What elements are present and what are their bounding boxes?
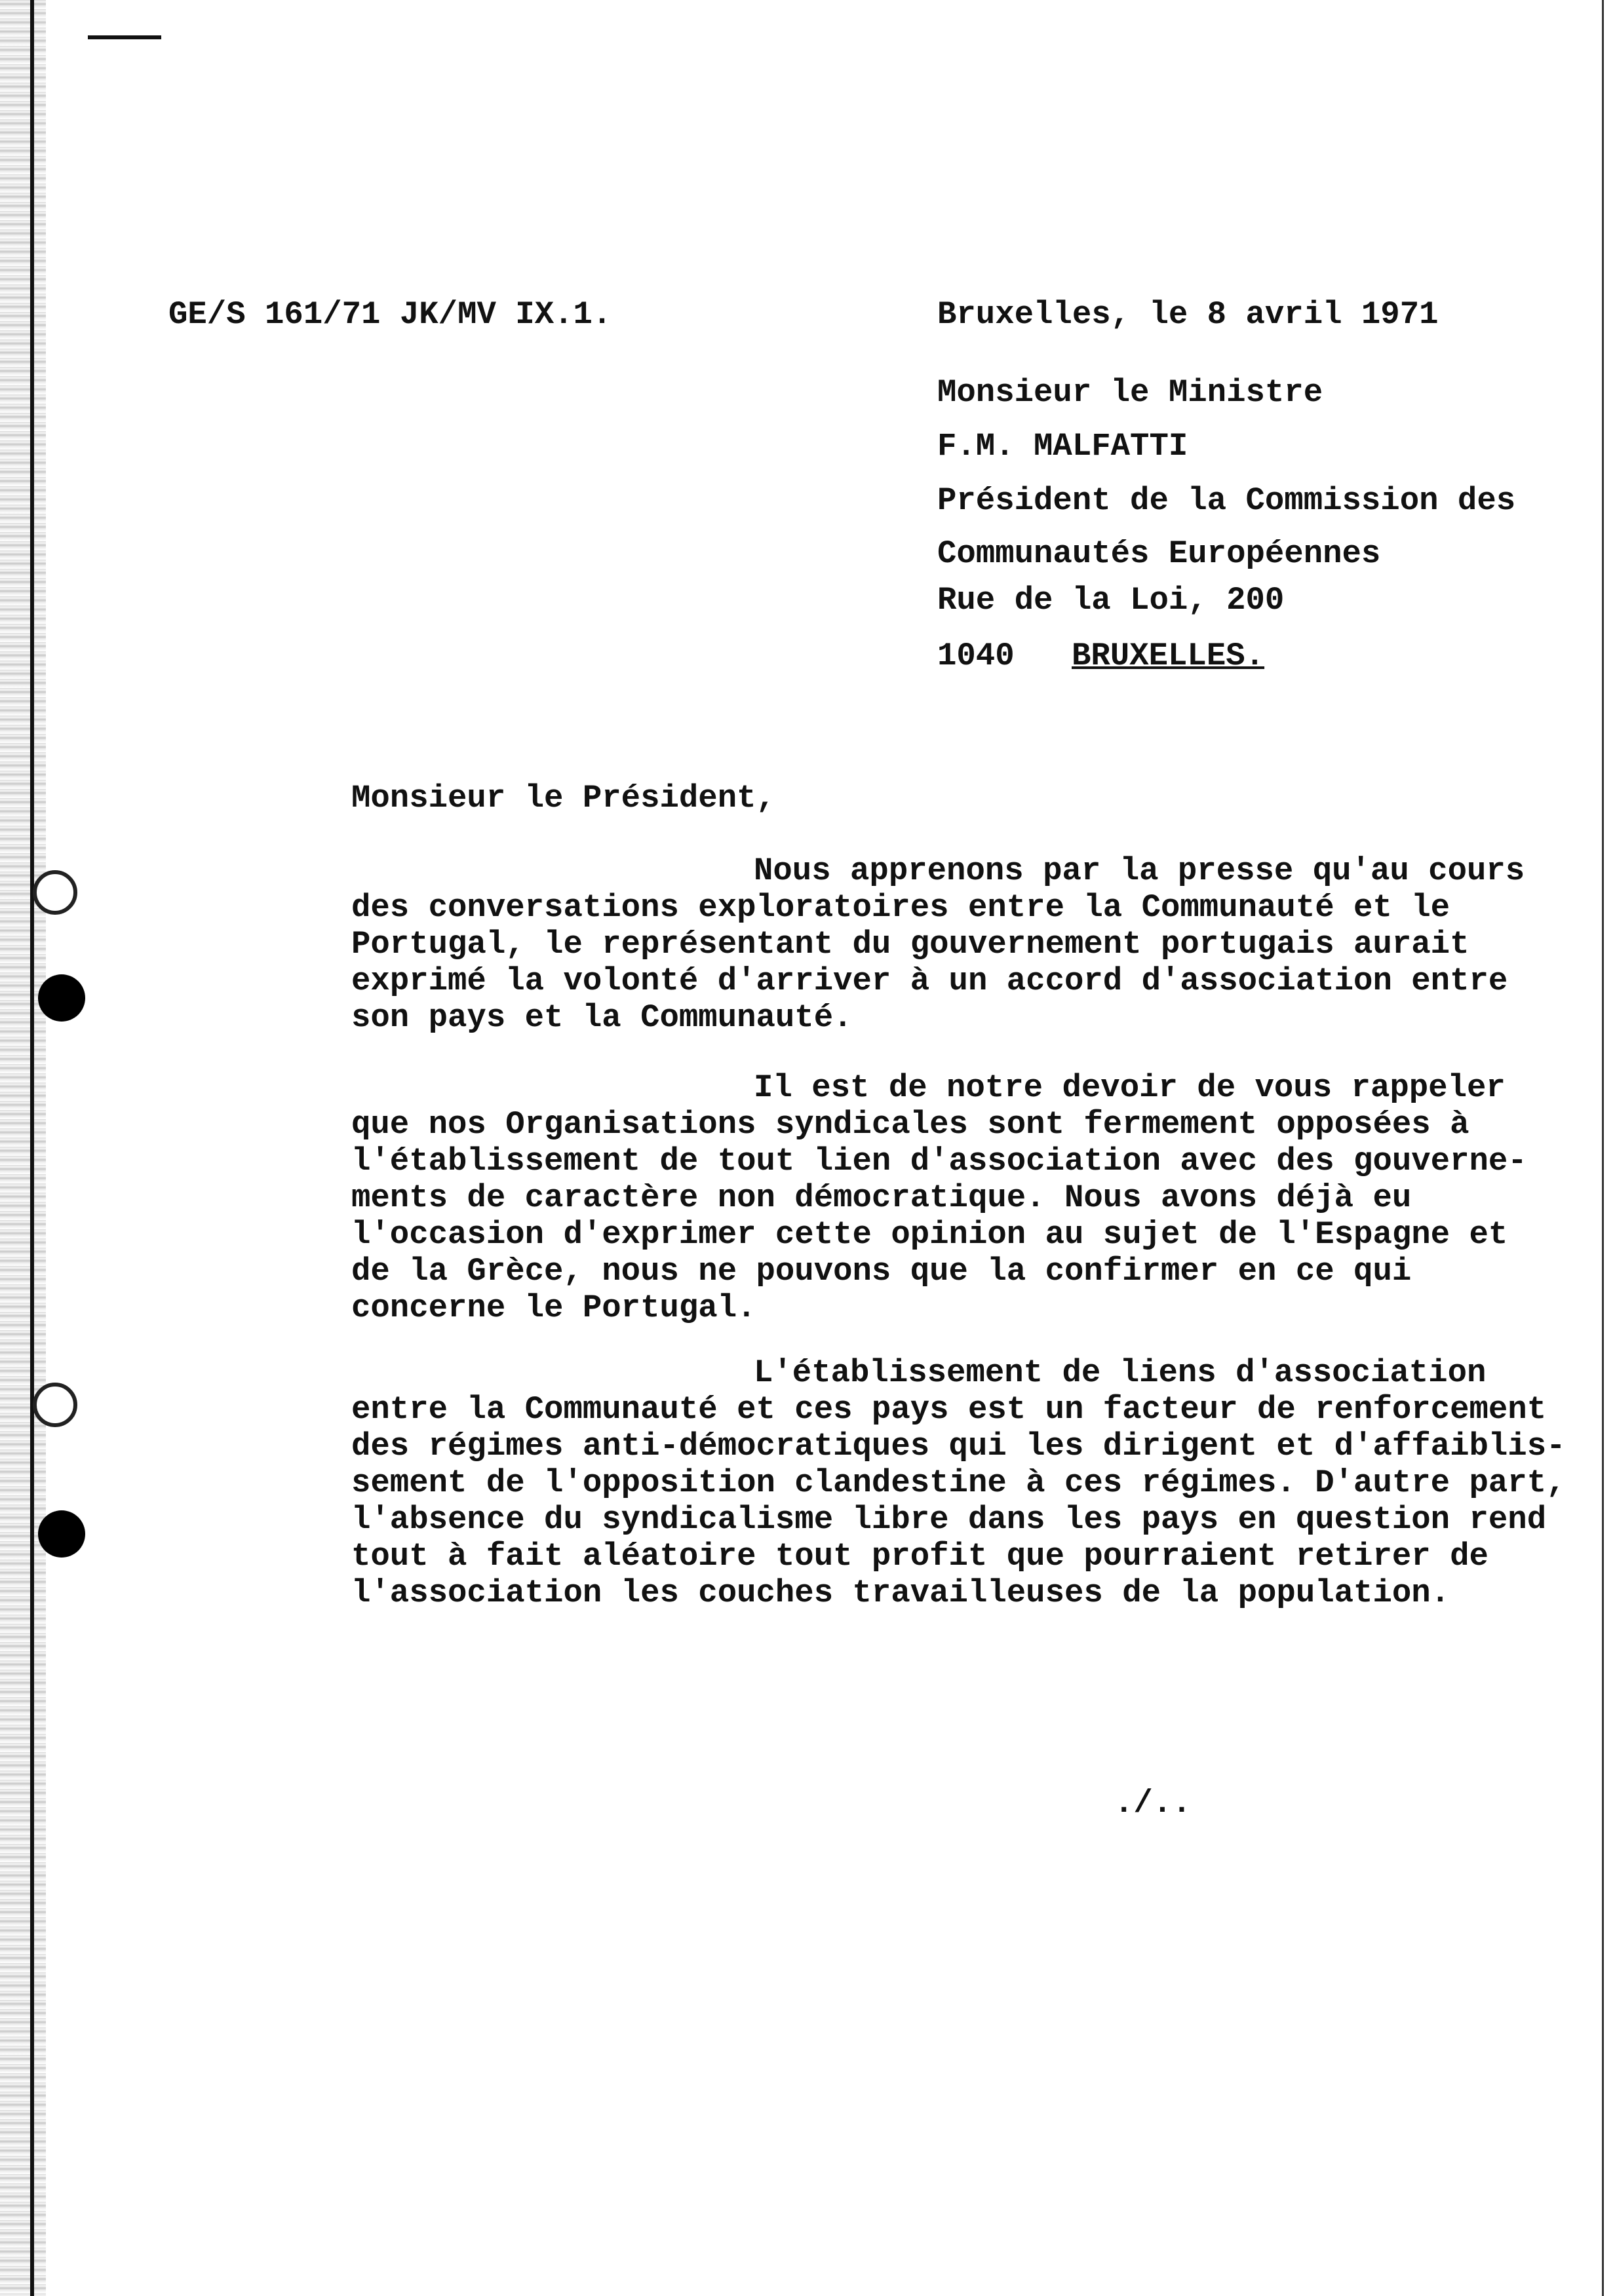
continuation-mark: ./..: [1114, 1785, 1192, 1822]
text-line: des régimes anti-démocratiques qui les dirigent et d'affaiblis-: [351, 1428, 1566, 1464]
text-line: l'absence du syndicalisme libre dans les pays en question rend: [351, 1501, 1547, 1538]
recipient-street: Rue de la Loi, 200: [937, 582, 1285, 619]
recipient-city: BRUXELLES.: [1072, 638, 1265, 674]
text-line: entre la Communauté et ces pays est un facteur de renforcement: [351, 1391, 1547, 1428]
text-line: l'occasion d'exprimer cette opinion au sujet de l'Espagne et: [351, 1216, 1508, 1253]
letter-date: Bruxelles, le 8 avril 1971: [937, 296, 1439, 333]
text-line: Nous apprenons par la presse qu'au cours: [754, 852, 1525, 889]
punch-hole-icon: [38, 974, 85, 1022]
text-line: des conversations exploratoires entre la Communauté et le: [351, 889, 1450, 926]
top-mark: [88, 35, 161, 39]
page-right-edge: [1602, 0, 1604, 2296]
punch-hole-icon: [33, 1383, 77, 1427]
text-line: exprimé la volonté d'arriver à un accord d'association entre: [351, 963, 1508, 999]
punch-hole-icon: [33, 870, 77, 915]
recipient-position: Président de la Commission des: [937, 482, 1516, 519]
text-line: concerne le Portugal.: [351, 1290, 756, 1326]
scan-edge-shadow: [0, 0, 46, 2296]
text-line: son pays et la Communauté.: [351, 999, 853, 1036]
recipient-postcode: 1040: [937, 638, 1015, 674]
reference-number: GE/S 161/71 JK/MV IX.1.: [168, 296, 612, 333]
text-line: l'établissement de tout lien d'association avec des gouverne-: [351, 1143, 1527, 1179]
recipient-organisation: Communautés Européennes: [937, 535, 1381, 572]
text-line: tout à fait aléatoire tout profit que pourraient retirer de: [351, 1538, 1489, 1575]
text-line: que nos Organisations syndicales sont fermement opposées à: [351, 1106, 1469, 1143]
text-line: l'association les couches travailleuses de la population.: [351, 1575, 1450, 1611]
text-line: de la Grèce, nous ne pouvons que la confirmer en ce qui: [351, 1253, 1412, 1290]
text-line: L'établissement de liens d'association: [754, 1354, 1487, 1391]
salutation: Monsieur le Président,: [351, 780, 775, 816]
recipient-name: F.M. MALFATTI: [937, 428, 1188, 465]
page-fold-line: [30, 0, 34, 2296]
punch-hole-icon: [38, 1510, 85, 1558]
text-line: sement de l'opposition clandestine à ces régimes. D'autre part,: [351, 1464, 1566, 1501]
text-line: Portugal, le représentant du gouvernement portugais aurait: [351, 926, 1469, 963]
text-line: ments de caractère non démocratique. Nous avons déjà eu: [351, 1179, 1412, 1216]
recipient-title: Monsieur le Ministre: [937, 374, 1323, 411]
text-line: Il est de notre devoir de vous rappeler: [754, 1069, 1506, 1106]
